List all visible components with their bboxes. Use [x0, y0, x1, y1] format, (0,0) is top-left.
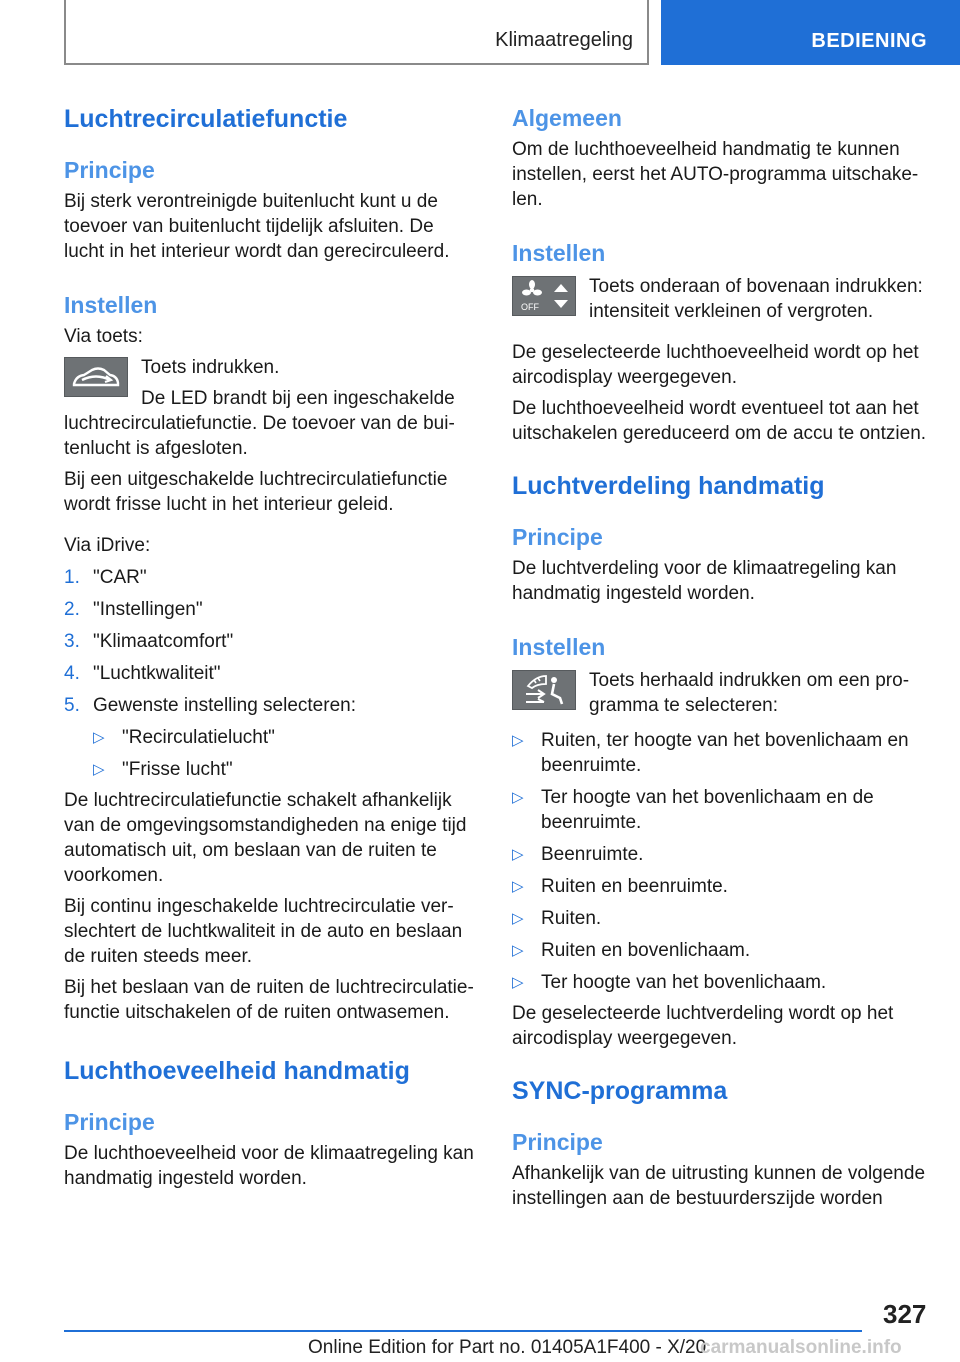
distribution-program-list	[512, 728, 930, 995]
triangle-bullet-icon: ▷	[512, 942, 524, 959]
triangle-bullet-icon: ▷	[512, 846, 524, 863]
distribution-program-item: ▷ Ruiten en bovenlichaam.	[512, 940, 751, 961]
header-chapter-tab	[661, 0, 960, 65]
idrive-sub-option[interactable]: ▷ "Recirculatielucht"	[93, 727, 275, 748]
recirculation-instellen-heading: Instellen	[64, 292, 158, 318]
recirculation-principe-heading: Principe	[64, 157, 155, 183]
recirculation-title: Luchtrecirculatiefunctie	[64, 105, 348, 133]
distribution-program-item: ▷ Ter hoogte van het bovenlichaam en de beenruimte.	[512, 787, 874, 833]
triangle-bullet-icon: ▷	[512, 974, 524, 991]
triangle-bullet-icon: ▷	[512, 878, 524, 895]
led-text-continued: luchtrecirculatiefunctie. De toevoer van de buitenlucht is afgesloten.	[64, 413, 455, 459]
footer-divider	[64, 1330, 862, 1332]
luchtverdeling-principe-text: De luchtverdeling voor de klimaatregeling kan handmatig ingesteld worden.	[512, 558, 897, 604]
idrive-step: 5. Gewenste instelling selecteren: ▷ "Recirculatielucht" ▷ "Frisse lucht"	[64, 693, 478, 782]
recirculation-principe-text: Bij sterk verontreinigde buitenlucht kunt u de toevoer van buitenlucht tijdelijk afsluiten. De lucht in het interieur wordt dan gerecirculeerd.	[64, 191, 450, 262]
idrive-sub-option[interactable]: ▷ "Frisse lucht"	[93, 759, 233, 780]
fan-toets-text: Toets onderaan of bovenaan indrukken: intensiteit verkleinen of vergroten.	[589, 276, 923, 322]
triangle-bullet-icon: ▷	[512, 732, 524, 749]
header-section-box	[64, 0, 649, 65]
sync-title: SYNC-programma	[512, 1077, 728, 1105]
distribution-button-icon	[512, 670, 576, 710]
header-section-title: Klimaatregeling	[495, 29, 633, 51]
idrive-step[interactable]: 3. "Klimaatcomfort"	[64, 631, 234, 652]
car-recirculation-icon	[70, 364, 122, 390]
via-toets-label: Via toets:	[64, 326, 143, 347]
distribution-toets-text: Toets herhaald indrukken om een programma te selecteren:	[589, 670, 910, 716]
recirculation-button-row	[64, 355, 478, 411]
via-idrive-label: Via iDrive:	[64, 535, 151, 556]
distribution-program-item: ▷ Beenruimte.	[512, 844, 644, 865]
sync-principe-heading: Principe	[512, 1129, 603, 1155]
triangle-bullet-icon: ▷	[93, 761, 105, 778]
beslaan-text: Bij het beslaan van de ruiten de luchtrecirculatiefunctie uitschakelen of de ruiten ontwasemen.	[64, 977, 474, 1023]
footer-edition: Online Edition for Part no. 01405A1F400 - X/20	[308, 1337, 707, 1358]
luchtverdeling-principe-heading: Principe	[512, 524, 603, 550]
idrive-step[interactable]: 1. "CAR"	[64, 567, 147, 588]
led-text-first: De LED brandt bij een ingeschakelde	[141, 388, 455, 409]
algemeen-heading: Algemeen	[512, 105, 622, 131]
fan-off-icon	[516, 279, 572, 313]
triangle-bullet-icon: ▷	[93, 729, 105, 746]
continu-text: Bij continu ingeschakelde luchtrecirculatie verslechtert de luchtkwaliteit in de auto en beslaan de ruiten steeds meer.	[64, 896, 463, 967]
header-chapter-label: BEDIENING	[811, 30, 927, 52]
idrive-steps	[64, 565, 478, 782]
footer-watermark: carmanualsonline.info	[700, 1337, 902, 1358]
sync-principe-text: Afhankelijk van de uitrusting kunnen de volgende instellingen aan de bestuurderszijde worden	[512, 1163, 926, 1209]
fan-button-row	[512, 274, 930, 324]
instellen-heading: Instellen	[512, 240, 606, 266]
page-number: 327	[883, 1299, 927, 1329]
distribution-program-item: ▷ Ruiten en beenruimte.	[512, 876, 728, 897]
idrive-step[interactable]: 2. "Instellingen"	[64, 599, 203, 620]
fan-display-text: De geselecteerde luchthoeveelheid wordt op het aircodisplay weergegeven.	[512, 342, 919, 388]
auto-off-text: De luchtrecirculatiefunctie schakelt afhankelijk van de omgevingsomstandigheden na enige tijd automatisch uit, om beslaan van de ruiten te voorkomen.	[64, 790, 467, 886]
distribution-program-item: ▷ Ruiten, ter hoogte van het bovenlichaam en beenruimte.	[512, 730, 909, 776]
triangle-bullet-icon: ▷	[512, 789, 524, 806]
luchthoeveelheid-title: Luchthoeveelheid handmatig	[64, 1057, 410, 1085]
recirculation-button-icon	[64, 357, 128, 397]
luchtverdeling-title: Luchtverdeling handmatig	[512, 472, 825, 500]
fan-button-icon	[512, 276, 576, 316]
uit-text: Bij een uitgeschakelde luchtrecirculatiefunctie wordt frisse lucht in het interieur geleid.	[64, 469, 448, 515]
distribution-program-item: ▷ Ruiten.	[512, 908, 602, 929]
algemeen-text: Om de luchthoeveelheid handmatig te kunnen instellen, eerst het AUTO-programma uitschakelen.	[512, 139, 919, 210]
idrive-step[interactable]: 4. "Luchtkwaliteit"	[64, 663, 221, 684]
luchthoeveelheid-principe-heading: Principe	[64, 1109, 155, 1135]
toets-indrukken-text: Toets indrukken.	[141, 357, 280, 378]
air-distribution-icon	[522, 674, 566, 706]
luchthoeveelheid-principe-text: De luchthoeveelheid voor de klimaatregeling kan handmatig ingesteld worden.	[64, 1143, 474, 1189]
right-column	[512, 103, 930, 1211]
fan-reduce-text: De luchthoeveelheid wordt eventueel tot aan het uitschakelen gereduceerd om de accu te ontzien.	[512, 398, 927, 444]
svg-text:OFF: OFF	[521, 302, 539, 312]
left-column	[64, 103, 478, 1191]
idrive-sub-options	[93, 725, 478, 782]
distribution-button-row	[512, 668, 930, 718]
distribution-display-text: De geselecteerde luchtverdeling wordt op het aircodisplay weergegeven.	[512, 1003, 894, 1049]
triangle-bullet-icon: ▷	[512, 910, 524, 927]
distribution-program-item: ▷ Ter hoogte van het bovenlichaam.	[512, 972, 827, 993]
luchtverdeling-instellen-heading: Instellen	[512, 634, 606, 660]
